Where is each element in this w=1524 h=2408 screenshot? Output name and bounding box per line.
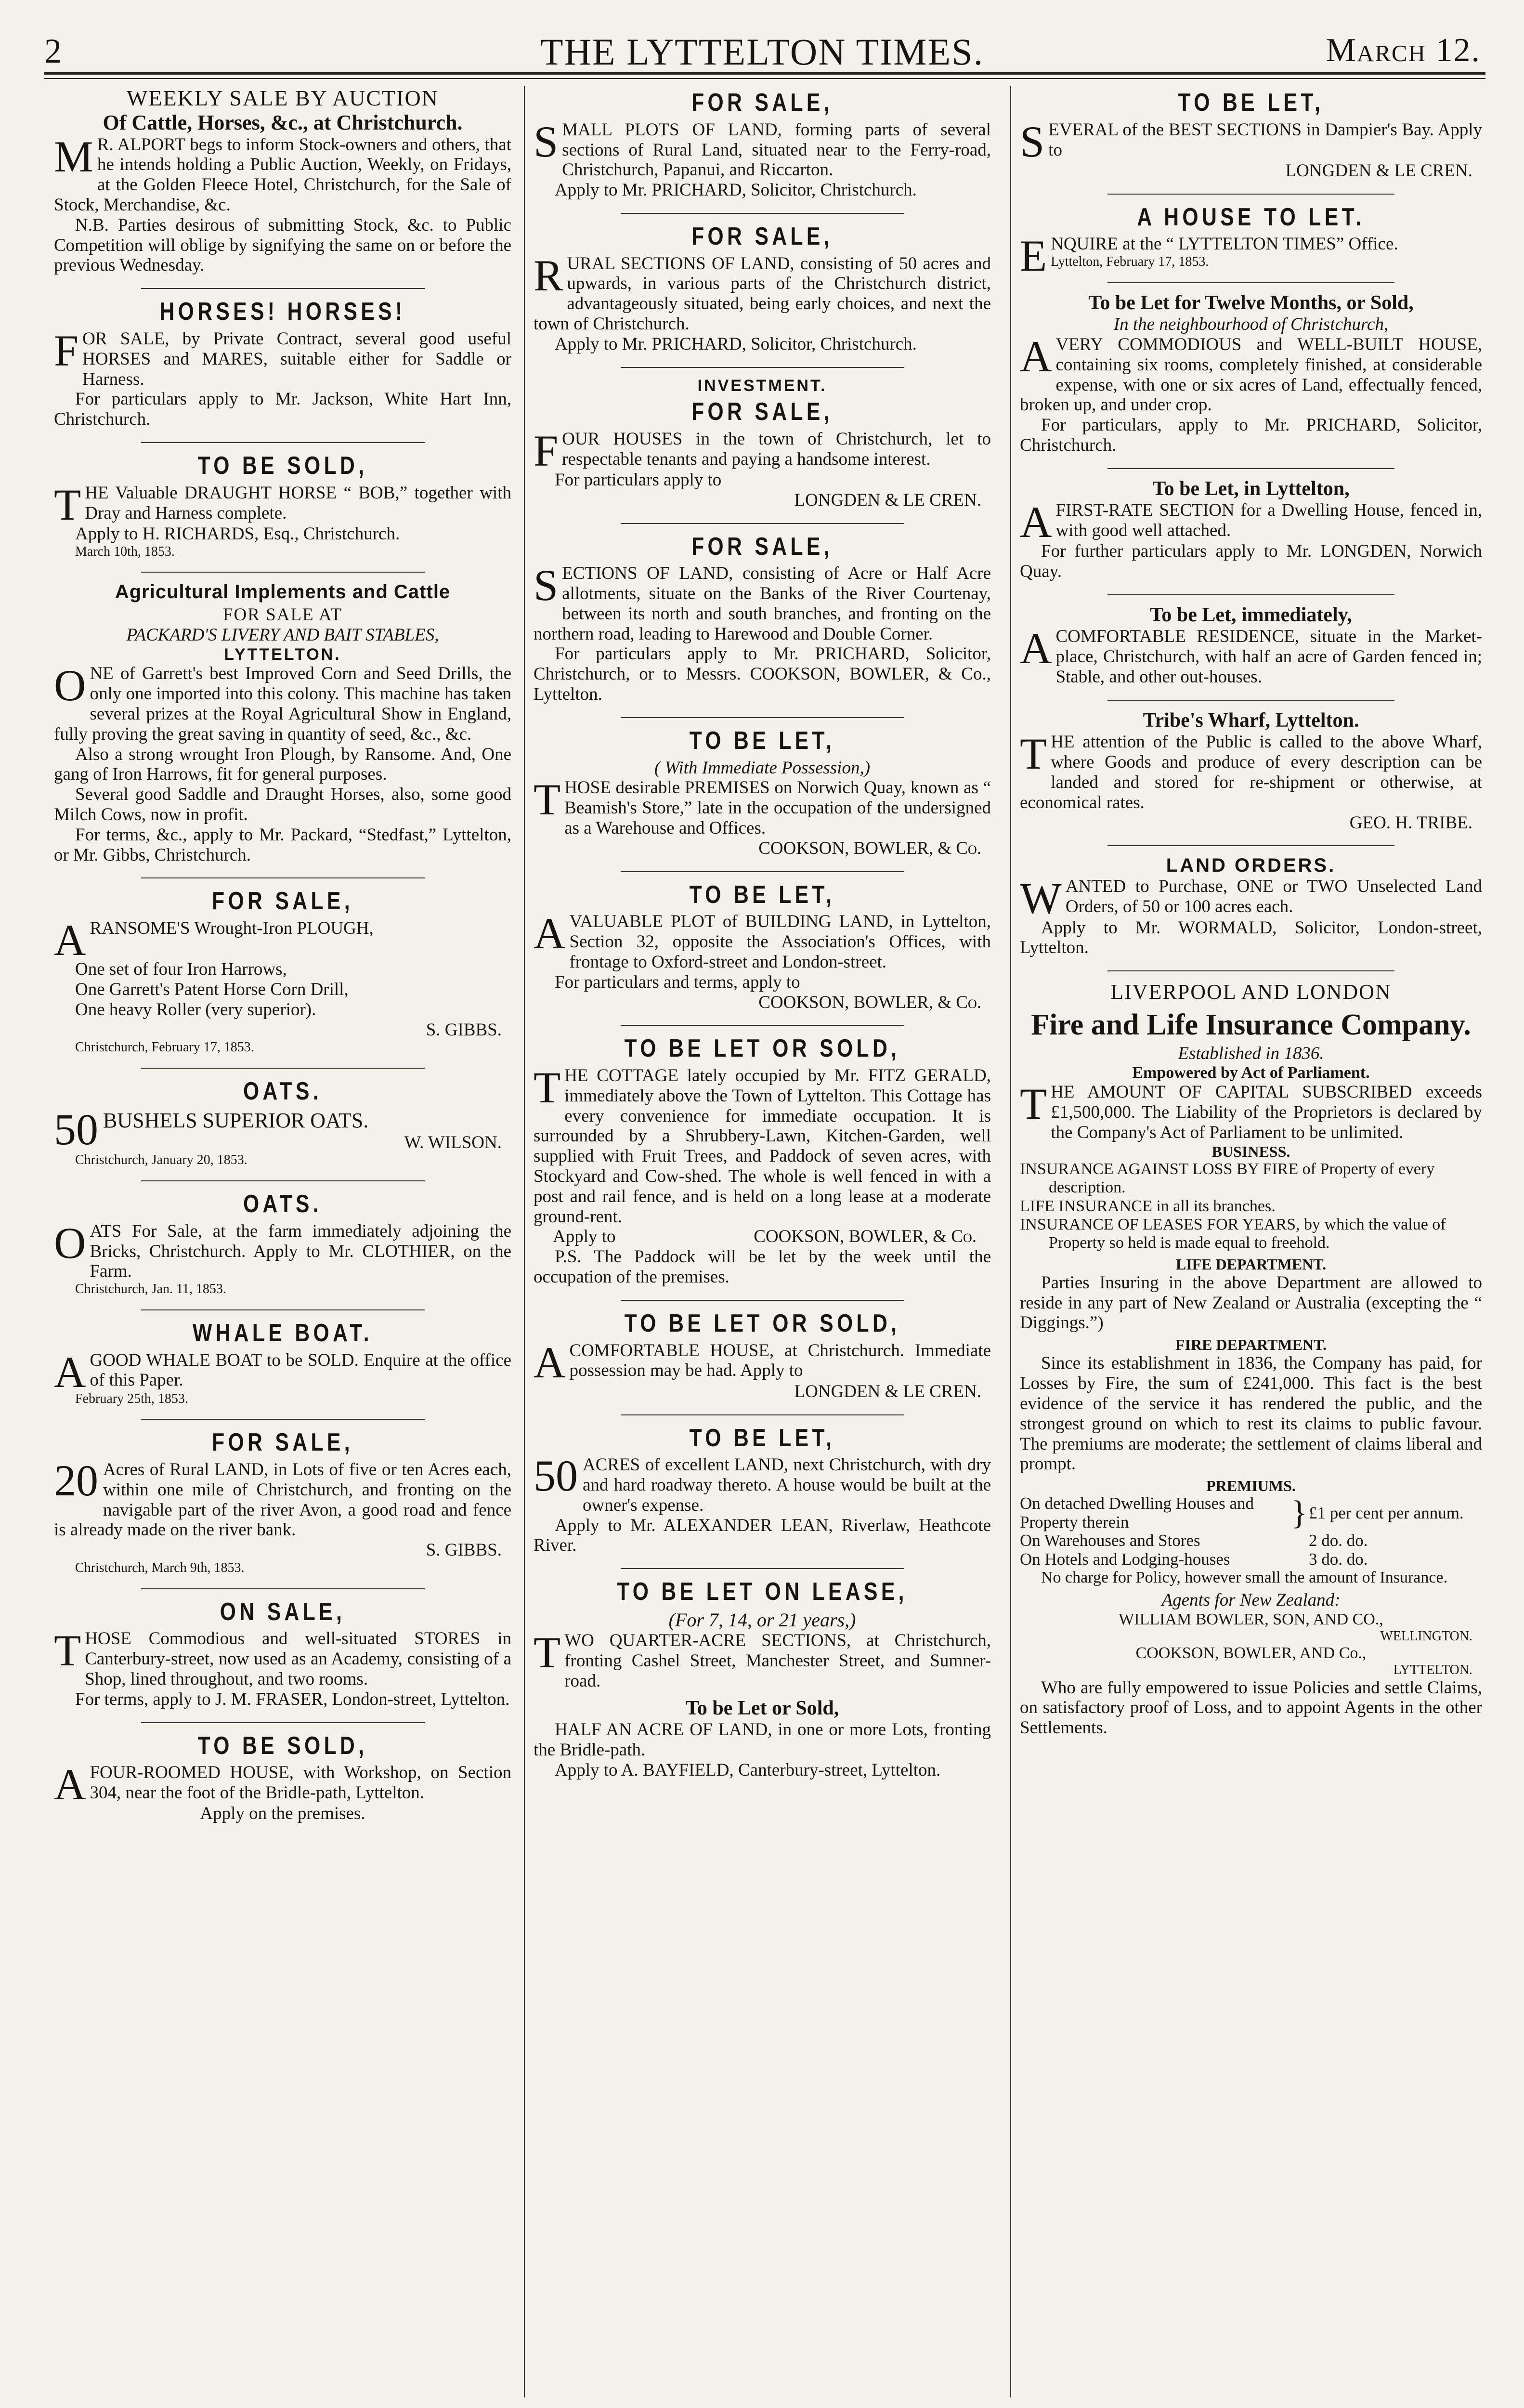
drop-cap: A [54,916,86,965]
separator [621,717,904,718]
drop-cap: O [54,661,86,710]
advert-contact: For particulars apply to Mr. Jackson, White Hart Inn, Christchurch. [54,389,511,430]
advert-on-sale [54,1598,511,1715]
business-item: LIFE INSURANCE in all its branches. [1020,1197,1276,1215]
advert-title: TO BE LET OR SOLD, [624,1309,900,1337]
separator [141,1588,425,1589]
agent-name: COOKSON, BOWLER, AND Co., [1135,1644,1367,1662]
advert-signature: COOKSON, BOWLER, & Co. [758,838,981,858]
advert-note: N.B. Parties desirous of submitting Stock, &c. to Public Competition will oblige by signifying the same on or before the previous Wednesday. [54,215,511,275]
advert-rural-land [54,1428,511,1581]
advert-signature: LONGDEN & LE CREN. [794,1381,981,1401]
page-number: 2 [44,32,62,70]
advert-title: TO BE LET, [1178,89,1324,117]
advert-body: ECTIONS OF LAND, consisting of Acre or Half Acre allotments, situate on the Banks of the River Courtenay, between its north and south branches, and fronting on the northern road, leading to Harewood and Double Corner. [534,563,991,644]
advert-oats-1 [54,1077,511,1174]
agent-location: WELLINGTON. [1380,1628,1472,1644]
advert-contact: Apply on the premises. [200,1804,365,1824]
separator [621,213,904,214]
large-number: 50 [54,1104,98,1154]
advert-residence [1020,604,1482,693]
separator [621,871,904,872]
separator [1107,594,1394,595]
advert-title: WHALE BOAT. [192,1319,373,1347]
advert-body: ATS For Sale, at the farm immediately adjoining the Bricks, Christchurch. Apply to Mr. CLOTHIER, on the Farm. [90,1221,511,1282]
advert-body: NQUIRE at the “ LYTTELTON TIMES” Office. [1051,234,1398,254]
advert-whale-boat [54,1319,511,1412]
advert-contact: Apply to Mr. PRICHARD, Solicitor, Christchurch. [555,334,917,354]
business-item: INSURANCE AGAINST LOSS BY FIRE of Property of every description. [1020,1160,1435,1197]
separator [141,572,425,573]
business-heading: BUSINESS. [1211,1142,1290,1160]
advert-line: One heavy Roller (very superior). [75,999,316,1020]
separator [1107,700,1394,701]
separator [141,1722,425,1723]
advert-title: To be Let, in Lyttelton, [1152,477,1350,500]
advert-title: LAND ORDERS. [1166,855,1336,877]
agent-location: LYTTELTON. [1393,1662,1472,1678]
advert-signature: W. WILSON. [404,1132,502,1152]
advert-signature: S. GIBBS. [426,1540,502,1560]
agent-name: WILLIAM BOWLER, SON, AND CO., [1119,1610,1383,1628]
advert-contact: For terms, apply to J. M. FRASER, London-street, Lyttelton. [75,1689,510,1709]
advert-comfortable-house [534,1309,991,1408]
column-1 [54,86,511,2407]
masthead-rule [44,72,1485,75]
advert-title: TO BE LET OR SOLD, [624,1034,900,1063]
column-rule [1010,86,1011,2397]
advert-body: VALUABLE PLOT of BUILDING LAND, in Lyttelton, Section 32, opposite the Association's Offices, with frontage to Oxford-street and London-street. [569,912,991,972]
drop-cap: F [534,426,559,475]
premium-rate: £1 per cent per annum. [1309,1503,1464,1522]
separator [621,367,904,368]
drop-cap: T [1020,729,1047,779]
advert-date: Christchurch, March 9th, 1853. [75,1560,245,1575]
advert-postscript: P.S. The Paddock will be let by the week until the occupation of the premises. [534,1247,991,1287]
advert-title: TO BE LET, [689,726,835,755]
fire-text: Since its establishment in 1836, the Company has paid, for Losses by Fire, the sum of £241,000. This fact is the best evidence of the service it has rendered the public, and the strongest ground on which to rest its claims to public favour. The premiums are moderate; the settlement of claims liberal and prompt. [1020,1353,1482,1474]
advert-body: WO QUARTER-ACRE SECTIONS, at Christchurch, fronting Cashel Street, Manchester Street, and Sumner-road. [564,1631,991,1691]
advert-body: EVERAL of the BEST SECTIONS in Dampier's Bay. Apply to [1048,119,1482,160]
advert-contact: For further particulars apply to Mr. LONGDEN, Norwich Quay. [1020,541,1482,582]
advert-dampiers-bay [1020,89,1482,187]
advert-oats-2 [54,1190,511,1303]
column-rule [524,86,525,2397]
separator [1107,194,1394,195]
advert-land-orders [1020,855,1482,964]
advert-title: To be Let for Twelve Months, or Sold, [1088,291,1414,314]
advert-date: Christchurch, January 20, 1853. [75,1152,247,1168]
advert-line: LYTTELTON. [224,645,341,664]
advert-signature: LONGDEN & LE CREN. [794,490,981,510]
drop-cap: O [54,1218,86,1268]
drop-cap: A [1020,624,1052,673]
advert-para: Also a strong wrought Iron Plough, by Ransome. And, One gang of Iron Harrows, fit for general purposes. [54,744,511,785]
insurance-closing: Who are fully empowered to issue Policies and settle Claims, on satisfactory proof of Loss, and to appoint Agents in the other Settlements. [1020,1677,1482,1738]
separator [1107,282,1394,283]
advert-title: FOR SALE, [212,887,353,916]
advert-body: GOOD WHALE BOAT to be SOLD. Enquire at the office of this Paper. [90,1350,511,1390]
advert-contact: Apply to Mr. WORMALD, Solicitor, London-street, Lyttelton. [1020,917,1482,958]
advert-title: HORSES! HORSES! [159,298,406,326]
separator [621,1568,904,1569]
advert-body: URAL SECTIONS OF LAND, consisting of 50 acres and upwards, in various parts of the Christchurch district, advantageously situated, being early choices, and next the town of Christchurch. [534,253,991,334]
advert-title: TO BE LET ON LEASE, [617,1578,908,1606]
advert-date: Christchurch, February 17, 1853. [75,1040,254,1055]
advert-subtitle: (For 7, 14, or 21 years,) [668,1609,856,1631]
separator [1107,845,1394,846]
drop-cap: R [534,250,563,300]
advert-fifty-acres [534,1424,991,1562]
drop-cap: S [534,117,559,166]
advert-signature: GEO. H. TRIBE. [1349,812,1472,833]
advert-body: NE of Garrett's best Improved Corn and Seed Drills, the only one imported into this colony. This machine has taken several prizes at the Royal Agricultural Show in England, fully proving the great saving in quantity of seed, &c., &c. [54,664,511,744]
advert-draught-horse [54,452,511,565]
separator [1107,468,1394,469]
fire-heading: FIRE DEPARTMENT. [1175,1336,1327,1354]
advert-signature: S. GIBBS. [426,1020,502,1040]
separator [141,877,425,878]
drop-cap: A [534,909,566,958]
advert-contact: For terms, &c., apply to Mr. Packard, “Stedfast,” Lyttelton, or Mr. Gibbs, Christchurch. [54,824,511,865]
insurance-intro: HE AMOUNT OF CAPITAL SUBSCRIBED exceeds £1,500,000. The Liability of the Proprietors is declared by the Company's Act of Parliament to be unlimited. [1051,1082,1482,1142]
advert-contact: Apply to A. BAYFIELD, Canterbury-street, Lyttelton. [555,1760,941,1780]
advert-contact: Apply to H. RICHARDS, Esq., Christchurch. [75,523,400,544]
advert-title: TO BE LET, [689,1424,835,1452]
separator [1107,970,1394,971]
advert-pretitle: INVESTMENT. [697,376,827,395]
advert-title: Tribe's Wharf, Lyttelton. [1143,709,1359,732]
advert-body: FOUR-ROOMED HOUSE, with Workshop, on Section 304, near the foot of the Bridle-path, Lyttelton. [90,1763,511,1803]
advert-investment [534,377,991,516]
separator [141,1180,425,1181]
life-text: Parties Insuring in the above Department are allowed to reside in any part of New Zealand or Australia (excepting the “ Diggings.”) [1020,1272,1482,1333]
premium-item: On Hotels and Lodging-houses [1020,1549,1230,1569]
premium-item: On Warehouses and Stores [1020,1531,1200,1550]
advert-half-acre [534,1697,991,1786]
no-charge-note: No charge for Policy, however small the amount of Insurance. [1041,1569,1448,1587]
advert-beamish-store [534,727,991,864]
drop-cap: A [54,1760,86,1809]
separator [141,288,425,289]
drop-cap: E [1020,231,1047,281]
advert-body: FIRST-RATE SECTION for a Dwelling House, fenced in, with good well attached. [1055,500,1482,541]
advert-subtitle: Of Cattle, Horses, &c., at Christchurch. [103,110,463,134]
advert-plough [54,887,511,1061]
advert-first-rate-section [1020,478,1482,588]
advert-para: Several good Saddle and Draught Horses, also, some good Milch Cows, now in profit. [54,785,511,825]
advert-signature: LONGDEN & LE CREN. [1285,160,1472,181]
advert-line: FOR SALE AT [222,605,343,625]
advert-title: To be Let or Sold, [685,1697,839,1719]
masthead-rule-thin [44,78,1485,79]
advert-signature: COOKSON, BOWLER, & Co. [758,992,981,1012]
advert-body: HOSE Commodious and well-situated STORES in Canterbury-street, now used as an Academy, consisting of a Shop, lined throughout, and two rooms. [85,1629,511,1689]
premium-row [1020,1550,1482,1569]
advert-signature: COOKSON, BOWLER, & Co. [754,1227,977,1247]
drop-cap: W [1020,874,1062,923]
advert-body: ANTED to Purchase, ONE or TWO Unselected Land Orders, of 50 or 100 acres each. [1065,877,1482,917]
advert-subtitle: ( With Immediate Possession,) [654,758,871,778]
newspaper-title: THE LYTTELTON TIMES. [540,31,984,73]
advert-title: OATS. [243,1077,323,1106]
advert-small-plots [534,89,991,206]
advert-body: VERY COMMODIOUS and WELL-BUILT HOUSE, containing six rooms, completely finished, at considerable expense, with one or six acres of Land, effectually fenced, broken up, and under crop. [1020,335,1482,415]
advert-contact: For particulars apply to Mr. PRICHARD, Solicitor, Christchurch, or to Messrs. COOKSON, BOWLER, & Co., Lyttelton. [534,644,991,705]
separator [621,1300,904,1301]
advert-title: OATS. [243,1190,323,1218]
life-heading: LIFE DEPARTMENT. [1175,1255,1327,1273]
advert-body: HE COTTAGE lately occupied by Mr. FITZ GERALD, immediately above the Town of Lyttelton. This Cottage has every convenience for immediate occupation. It is surrounded by a Shrubbery-Lawn, Kitchen-Garden, well supplied with Fruit Trees, and Paddock of seven acres, with Stockyard and Cow-shed. The whole is well fenced in with a post and rail fence, and is held on a long lease at a moderate ground-rent. [534,1066,991,1227]
advert-title: ON SALE, [220,1597,346,1626]
masthead [0,26,1524,72]
advert-title: A HOUSE TO LET. [1137,203,1365,231]
advert-date: Christchurch, Jan. 11, 1853. [75,1282,226,1297]
insurance-established: Established in 1836. [1178,1043,1324,1063]
drop-cap: A [1020,332,1052,381]
insurance-empowered: Empowered by Act of Parliament. [1132,1063,1370,1082]
issue-date: March 12. [1326,32,1481,69]
advert-body: BUSHELS SUPERIOR OATS. [103,1108,369,1132]
drop-cap: A [1020,497,1052,547]
drop-cap: A [534,1337,566,1387]
advert-title: WEEKLY SALE BY AUCTION [127,86,439,110]
large-number: 50 [534,1451,578,1501]
drop-cap: M [54,131,93,181]
advert-apply: Apply to [553,1227,616,1247]
drop-cap: T [534,1628,561,1677]
advert-contact: Apply to Mr. ALEXANDER LEAN, Riverlaw, Heathcote River. [534,1515,991,1556]
advert-line: PACKARD'S LIVERY AND BAIT STABLES, [126,625,439,645]
business-item: INSURANCE OF LEASES FOR YEARS, by which the value of Property so held is made equal to freehold. [1020,1215,1446,1252]
advert-building-land [534,881,991,1019]
advert-body: RANSOME'S Wrought-Iron PLOUGH, [90,918,374,939]
advert-subtitle: In the neighbourhood of Christchurch, [1113,314,1389,335]
advert-contact: For particulars, apply to Mr. PRICHARD, Solicitor, Christchurch. [1020,415,1482,456]
advert-date: Lyttelton, February 17, 1853. [1051,254,1209,270]
advert-line: One set of four Iron Harrows, [75,959,287,980]
advert-body: HALF AN ACRE OF LAND, in one or more Lots, fronting the Bridle-path. [534,1720,991,1760]
drop-cap: T [534,775,561,824]
drop-cap: T [54,1626,81,1675]
advert-tribes-wharf [1020,709,1482,838]
advert-body: Acres of Rural LAND, in Lots of five or ten Acres each, within one mile of Christchurch, and fronting on the navigable part of the river Avon, a good road and fence is already made on the river bank. [54,1460,511,1540]
advert-four-roomed-house [54,1732,511,1830]
advert-body: OR SALE, by Private Contract, several good useful HORSES and MARES, suitable either for Saddle or Harness. [82,329,511,389]
advert-sections-courtenay [534,533,991,710]
advert-twelve-months [1020,292,1482,461]
advert-title: FOR SALE, [691,532,833,561]
advert-title: To be Let, immediately, [1150,604,1352,627]
advert-weekly-auction [54,86,511,281]
premiums-heading: PREMIUMS. [1206,1477,1296,1495]
advert-title: FOR SALE, [691,222,833,250]
advert-rural-sections [534,222,991,360]
column-2 [534,86,991,2407]
drop-cap: T [1020,1079,1047,1129]
advert-house-to-let [1020,203,1482,281]
advert-line: One Garrett's Patent Horse Corn Drill, [75,980,349,1000]
drop-cap: F [54,326,79,376]
advert-title: TO BE SOLD, [197,1731,368,1760]
advert-body: OUR HOUSES in the town of Christchurch, let to respectable tenants and paying a handsome interest. [562,429,991,469]
advert-title: FOR SALE, [691,398,833,426]
advert-title: TO BE LET, [689,880,835,909]
premium-rate: 2 do. do. [1309,1531,1368,1550]
agents-heading: Agents for New Zealand: [1161,1590,1341,1610]
drop-cap: S [534,561,559,610]
separator [621,523,904,524]
advert-date: February 25th, 1853. [75,1391,188,1406]
separator [621,1025,904,1026]
advert-title: Agricultural Implements and Cattle [115,581,451,603]
drop-cap: A [54,1347,86,1397]
advert-agricultural [54,581,511,871]
advert-body: COMFORTABLE RESIDENCE, situate in the Market-place, Christchurch, with half an acre of Garden fenced in; Stable, and other out-houses. [1055,627,1482,687]
advert-cottage [534,1034,991,1293]
premium-rate: 3 do. do. [1309,1549,1368,1569]
premium-item: On detached Dwelling Houses and Property therein [1020,1494,1254,1531]
premium-row [1020,1494,1482,1531]
advert-body: MALL PLOTS OF LAND, forming parts of several sections of Rural Land, situated near to the Ferry-road, Christchurch, Papanui, and Riccarton. [562,119,991,180]
advert-horses [54,298,511,435]
separator [141,442,425,443]
brace-icon: } [1291,1494,1307,1531]
advert-quarter-acre [534,1578,991,1697]
separator [141,1068,425,1069]
drop-cap: T [54,480,81,529]
separator [141,1309,425,1310]
advert-body: HE attention of the Public is called to the above Wharf, where Goods and produce of every description can be landed and stored for re-shipment or otherwise, at economical rates. [1020,732,1482,812]
advert-title: TO BE SOLD, [197,452,368,480]
advert-body: ACRES of excellent LAND, next Christchurch, with dry and hard roadway thereto. A house would be built at the owner's expense. [583,1455,991,1515]
drop-cap: T [534,1063,561,1112]
insurance-title: LIVERPOOL AND LONDON [1110,980,1392,1004]
separator [621,1414,904,1415]
advert-body: HE Valuable DRAUGHT HORSE “ BOB,” together with Dray and Harness complete. [85,483,511,523]
advert-contact: Apply to Mr. PRICHARD, Solicitor, Christchurch. [555,180,917,200]
insurance-blackletter-title: Fire and Life Insurance Company. [1031,1008,1471,1041]
advert-title: FOR SALE, [212,1428,353,1457]
large-number: 20 [54,1456,98,1505]
advert-contact: For particulars and terms, apply to [555,972,800,992]
advert-title: FOR SALE, [691,89,833,117]
advert-date: March 10th, 1853. [75,544,175,559]
advert-contact: For particulars apply to [555,470,722,490]
separator [141,1419,425,1420]
advert-body: COMFORTABLE HOUSE, at Christchurch. Immediate possession may be had. Apply to [569,1340,991,1381]
advert-insurance [1020,980,1482,1744]
premium-row [1020,1531,1482,1550]
advert-body: R. ALPORT begs to inform Stock-owners and others, that he intends holding a Public Auction, Weekly, on Fridays, at the Golden Fleece Hotel, Christchurch, for the Sale of Stock, Merchandise, &c. [54,134,511,215]
advert-body: HOSE desirable PREMISES on Norwich Quay, known as “ Beamish's Store,” late in the occupation of the undersigned as a Warehouse and Offices. [564,778,991,838]
column-3 [1020,86,1482,2407]
drop-cap: S [1020,117,1045,166]
